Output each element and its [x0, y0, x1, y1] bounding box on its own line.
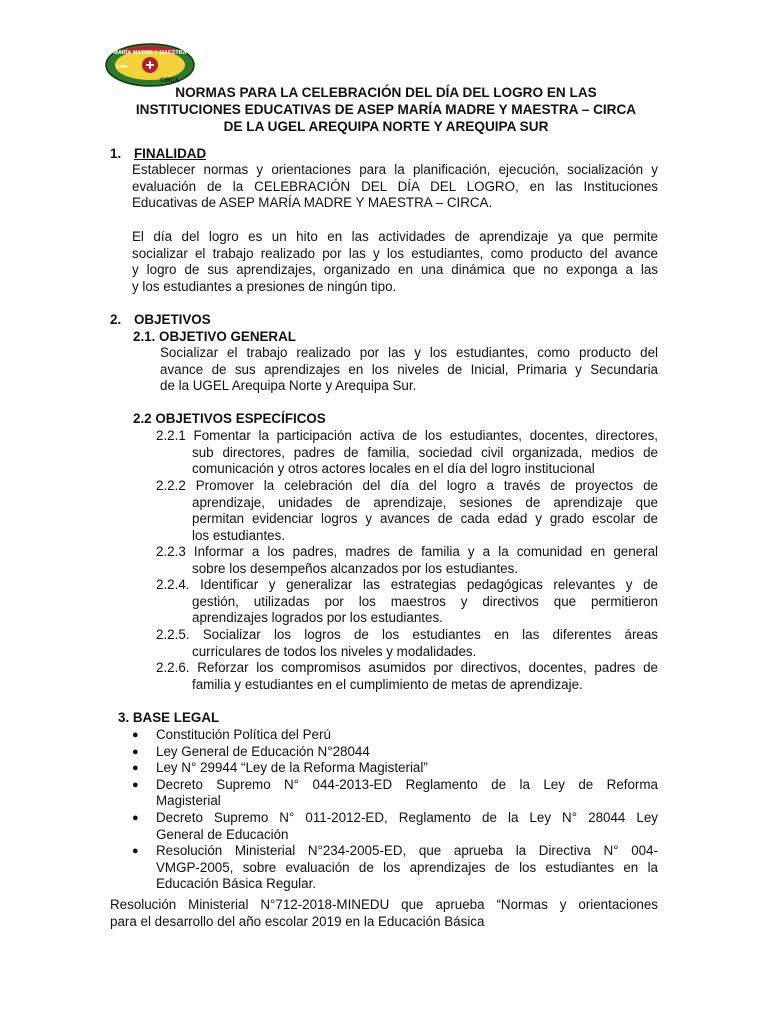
title-line-3: DE LA UGEL AREQUIPA NORTE Y AREQUIPA SUR: [223, 119, 549, 134]
finalidad-heading: 1. FINALIDAD: [110, 146, 207, 161]
asep-logo: [104, 42, 196, 88]
objetivos-heading: 2. OBJETIVOS: [110, 312, 211, 327]
logo-bottom-text: CIRCA: [160, 78, 179, 84]
list-item: ● Ley N° 29944 “Ley de la Reforma Magisterial”: [132, 760, 428, 776]
list-item: ● Resolución Ministerial N°234-2005-ED, que aprueba la Directiva N° 004- VMGP-2005, sobre evaluación de los aprendizajes de los estudiantes en la Educación Básica Regular.: [132, 843, 658, 892]
list-item: ● Ley General de Educación N°28044: [132, 743, 370, 759]
list-item: ● Decreto Supremo N° 044-2013-ED Reglamento de la Ley de Reforma Magisterial: [132, 776, 658, 809]
bullet-icon: ●: [132, 745, 139, 758]
specific-objective-4: 2.2.4. Identificar y generalizar las estrategias pedagógicas relevantes y de gestión, utilizadas por los maestros y directivos que permitieron aprendizajes logrados por los estudiantes.: [156, 577, 658, 626]
base-legal-heading: 3. BASE LEGAL: [118, 710, 220, 725]
bullet-icon: ●: [132, 729, 139, 741]
specific-objective-3: 2.2.3 Informar a los padres, madres de familia y a la comunidad en general sobre los desempeños alcanzados por los estudiantes.: [156, 544, 658, 576]
base-legal-list: [130, 727, 658, 893]
title-line-1: NORMAS PARA LA CELEBRACIÓN DEL DÍA DEL LOGRO EN LAS: [175, 85, 597, 100]
objetivos-especificos-heading: 2.2 OBJETIVOS ESPECÍFICOS: [133, 411, 326, 426]
bullet-icon: ●: [132, 778, 139, 791]
specific-objective-6: 2.2.6. Reforzar los compromisos asumidos por directivos, docentes, padres de familia y estudiantes en el cumplimiento de metas de aprendizaje.: [156, 660, 658, 692]
list-item: ● Decreto Supremo N° 011-2012-ED, Reglamento de la Ley N° 28044 Ley General de Educación: [132, 809, 658, 842]
finalidad-paragraph-1: Establecer normas y orientaciones para la planificación, ejecución, socialización y evaluación de la CELEBRACIÓN DEL DÍA DEL LOGRO, en las Instituciones Educativas de ASEP MARÍA MADRE Y MAESTRA – CIRCA.: [132, 162, 658, 211]
specific-objective-2: 2.2.2 Promover la celebración del día del logro a través de proyectos de aprendizaje, unidades de aprendizaje, sesiones de aprendizaje que permitan evidenciar logros y avances de cada edad y grado escolar de los estudiantes.: [156, 478, 658, 543]
title-line-2: INSTITUCIONES EDUCATIVAS DE ASEP MARÍA MADRE Y MAESTRA – CIRCA: [135, 102, 637, 117]
bullet-icon: ●: [132, 811, 139, 824]
specific-objective-1: 2.2.1 Fomentar la participación activa de los estudiantes, docentes, directores, sub directores, padres de familia, sociedad civil organizada, medios de comunicación y otros actores locales en el día del logro institucional: [156, 428, 658, 477]
document-title: [108, 84, 664, 135]
list-item: ● Constitución Política del Perú: [132, 727, 331, 742]
logo-top-text: MARÍA MADRE Y MAESTRA: [113, 50, 187, 56]
specific-objective-5: 2.2.5. Socializar los logros de los estudiantes en las diferentes áreas curriculares de todos los niveles y modalidades.: [156, 627, 658, 659]
final-resolution-paragraph: Resolución Ministerial N°712-2018-MINEDU que aprueba “Normas y orientaciones para el desarrollo del año escolar 2019 en la Educación Básica: [110, 897, 658, 929]
objetivo-general-heading: 2.1. OBJETIVO GENERAL: [133, 329, 296, 344]
finalidad-paragraph-2: El día del logro es un hito en las actividades de aprendizaje ya que permite socializar el trabajo realizado por las y los estudiantes, como producto del avance y logro de sus aprendizajes, organizado en una dinámica que no exponga a las y los estudiantes a presiones de ningún tipo.: [132, 229, 658, 294]
objetivo-general-text: Socializar el trabajo realizado por las y los estudiantes, como producto del avance de sus aprendizajes en los niveles de Inicial, Primaria y Secundaria de la UGEL Arequipa Norte y Arequipa Sur.: [160, 345, 658, 394]
bullet-icon: ●: [132, 762, 139, 775]
bullet-icon: ●: [132, 845, 139, 858]
logo-left-text: ASEP: [116, 64, 129, 69]
